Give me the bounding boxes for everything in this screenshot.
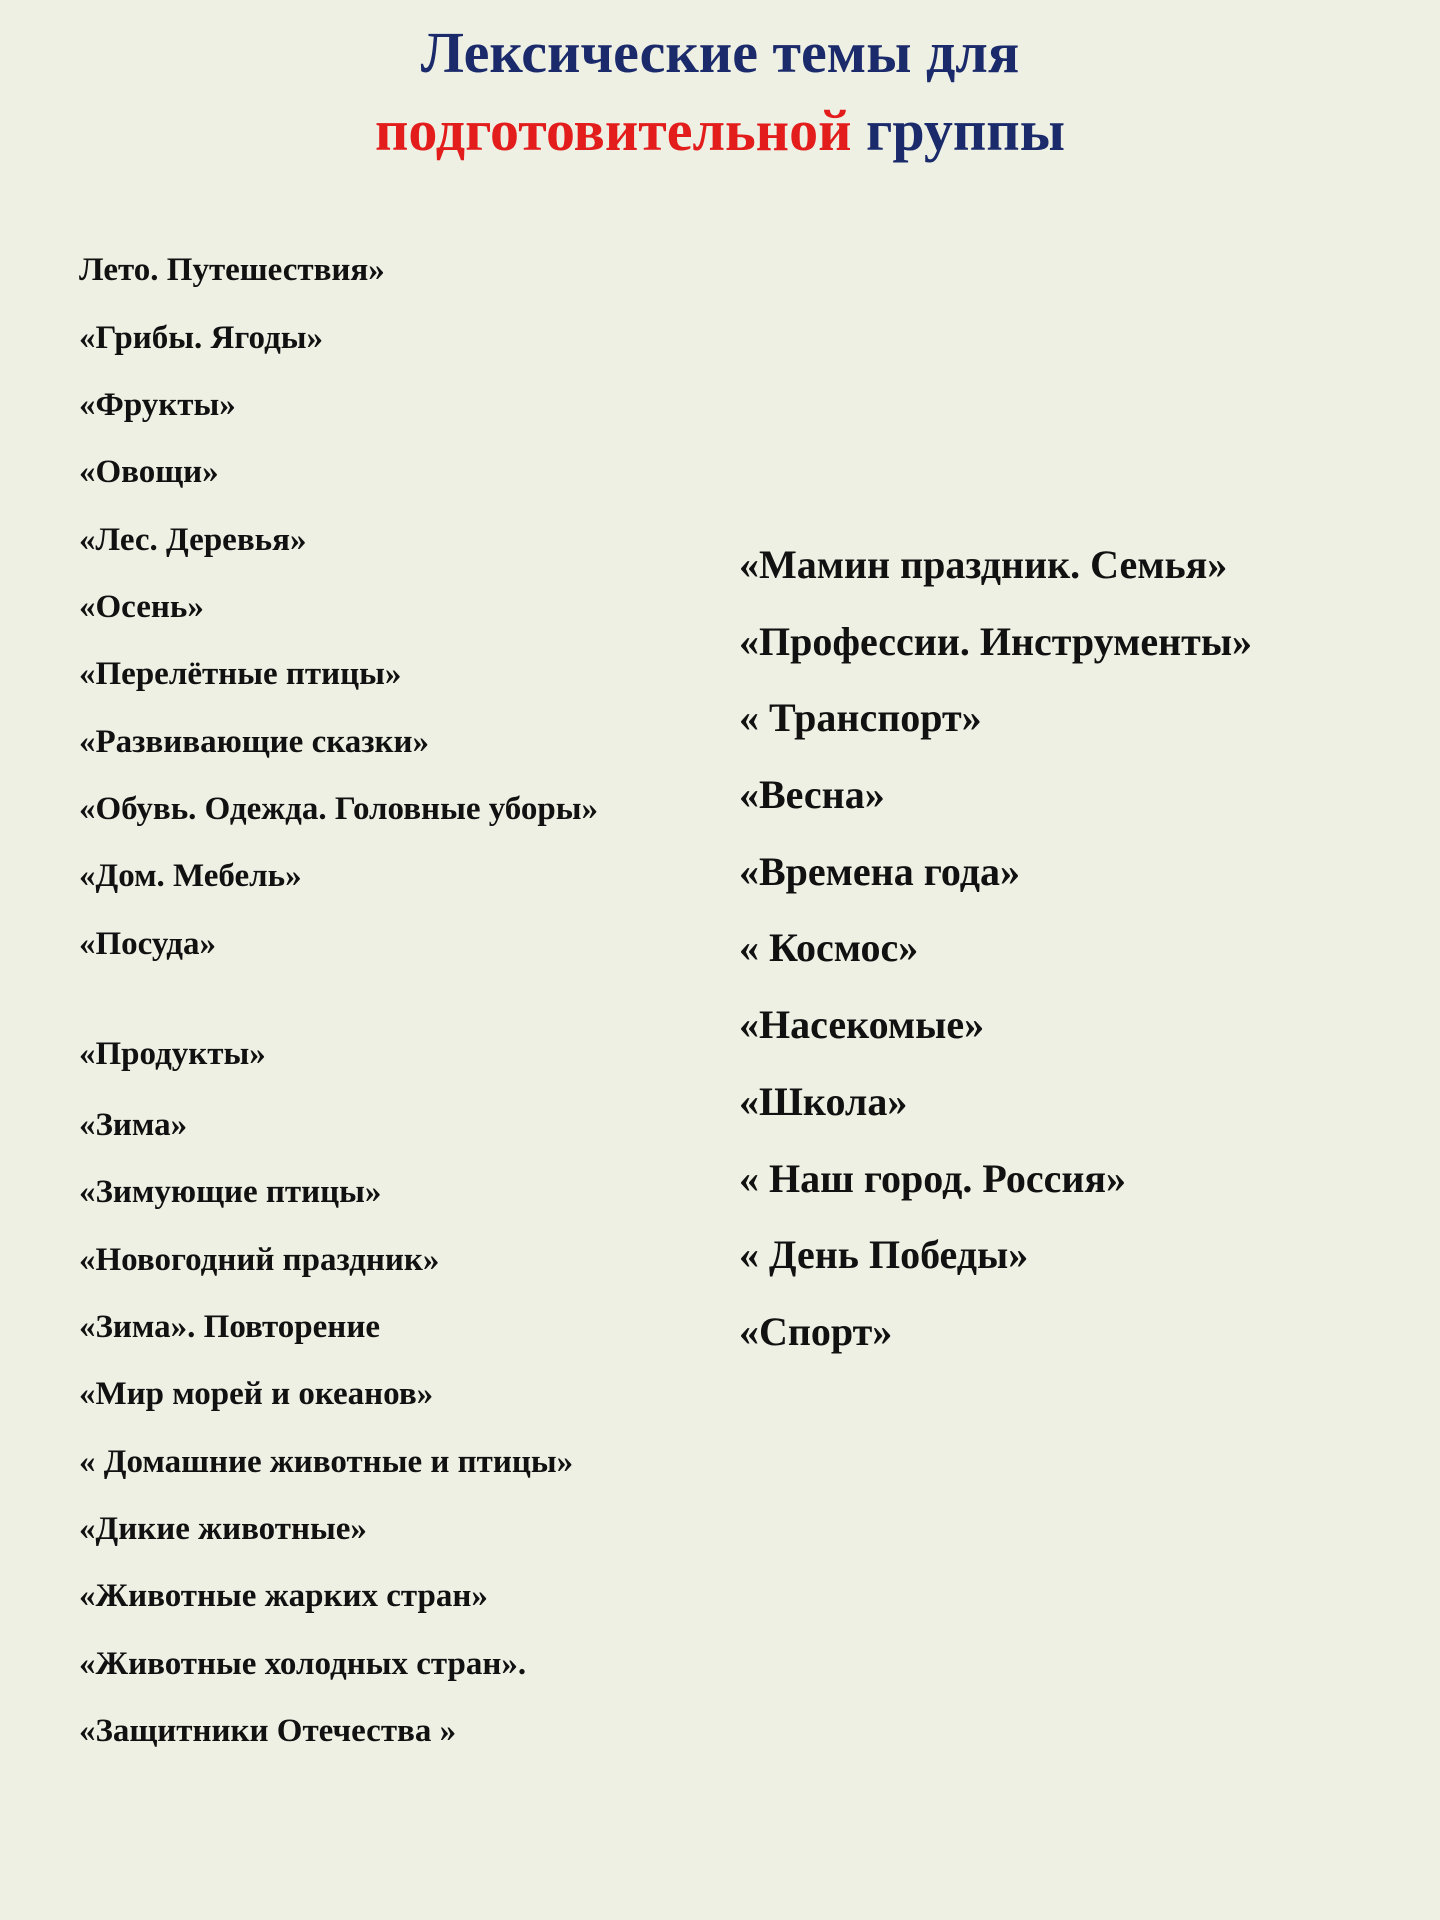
topic-item: «Мир морей и океанов» bbox=[79, 1376, 434, 1412]
page-title-highlight: подготовительной bbox=[375, 98, 852, 163]
topic-item: «Школа» bbox=[739, 1079, 908, 1124]
topic-item: «Посуда» bbox=[79, 926, 216, 962]
topic-item: «Овощи» bbox=[79, 454, 219, 490]
topic-item: «Мамин праздник. Семья» bbox=[739, 542, 1228, 587]
topic-item: «Дикие животные» bbox=[79, 1511, 367, 1547]
topic-item: «Зима». Повторение bbox=[79, 1309, 380, 1345]
topic-item: «Времена года» bbox=[739, 849, 1020, 894]
topic-item: « Наш город. Россия» bbox=[739, 1156, 1127, 1201]
topic-item: Лето. Путешествия» bbox=[79, 252, 385, 288]
page-title-line-1: Лексические темы для bbox=[420, 20, 1020, 85]
topic-item: « Космос» bbox=[739, 925, 919, 970]
topic-item: «Защитники Отечества » bbox=[79, 1713, 457, 1749]
topic-item: «Грибы. Ягоды» bbox=[79, 320, 324, 356]
topic-item: «Насекомые» bbox=[739, 1002, 985, 1047]
topic-item: «Зимующие птицы» bbox=[79, 1174, 382, 1210]
topic-item: «Лес. Деревья» bbox=[79, 522, 307, 558]
topic-item: «Новогодний праздник» bbox=[79, 1242, 440, 1278]
topic-item: «Животные холодных стран». bbox=[79, 1646, 527, 1682]
topic-item: «Фрукты» bbox=[79, 387, 236, 423]
topic-item: « Домашние животные и птицы» bbox=[79, 1444, 574, 1480]
topic-item: «Дом. Мебель» bbox=[79, 858, 302, 894]
page-title-group-word: группы bbox=[866, 98, 1065, 163]
topic-item: « День Победы» bbox=[739, 1232, 1029, 1277]
page-title-line-2 bbox=[0, 92, 1440, 170]
topic-item: «Обувь. Одежда. Головные уборы» bbox=[79, 791, 598, 827]
topic-item: « Транспорт» bbox=[739, 695, 982, 740]
topic-item: «Весна» bbox=[739, 772, 885, 817]
topic-item: «Перелётные птицы» bbox=[79, 656, 402, 692]
topic-item: «Зима» bbox=[79, 1107, 188, 1143]
topic-item: «Продукты» bbox=[79, 1036, 266, 1072]
topic-item: «Спорт» bbox=[739, 1309, 893, 1354]
topic-item: «Животные жарких стран» bbox=[79, 1578, 488, 1614]
topic-item: «Осень» bbox=[79, 589, 204, 625]
topic-item: «Развивающие сказки» bbox=[79, 724, 430, 760]
topic-item: «Профессии. Инструменты» bbox=[739, 619, 1253, 664]
